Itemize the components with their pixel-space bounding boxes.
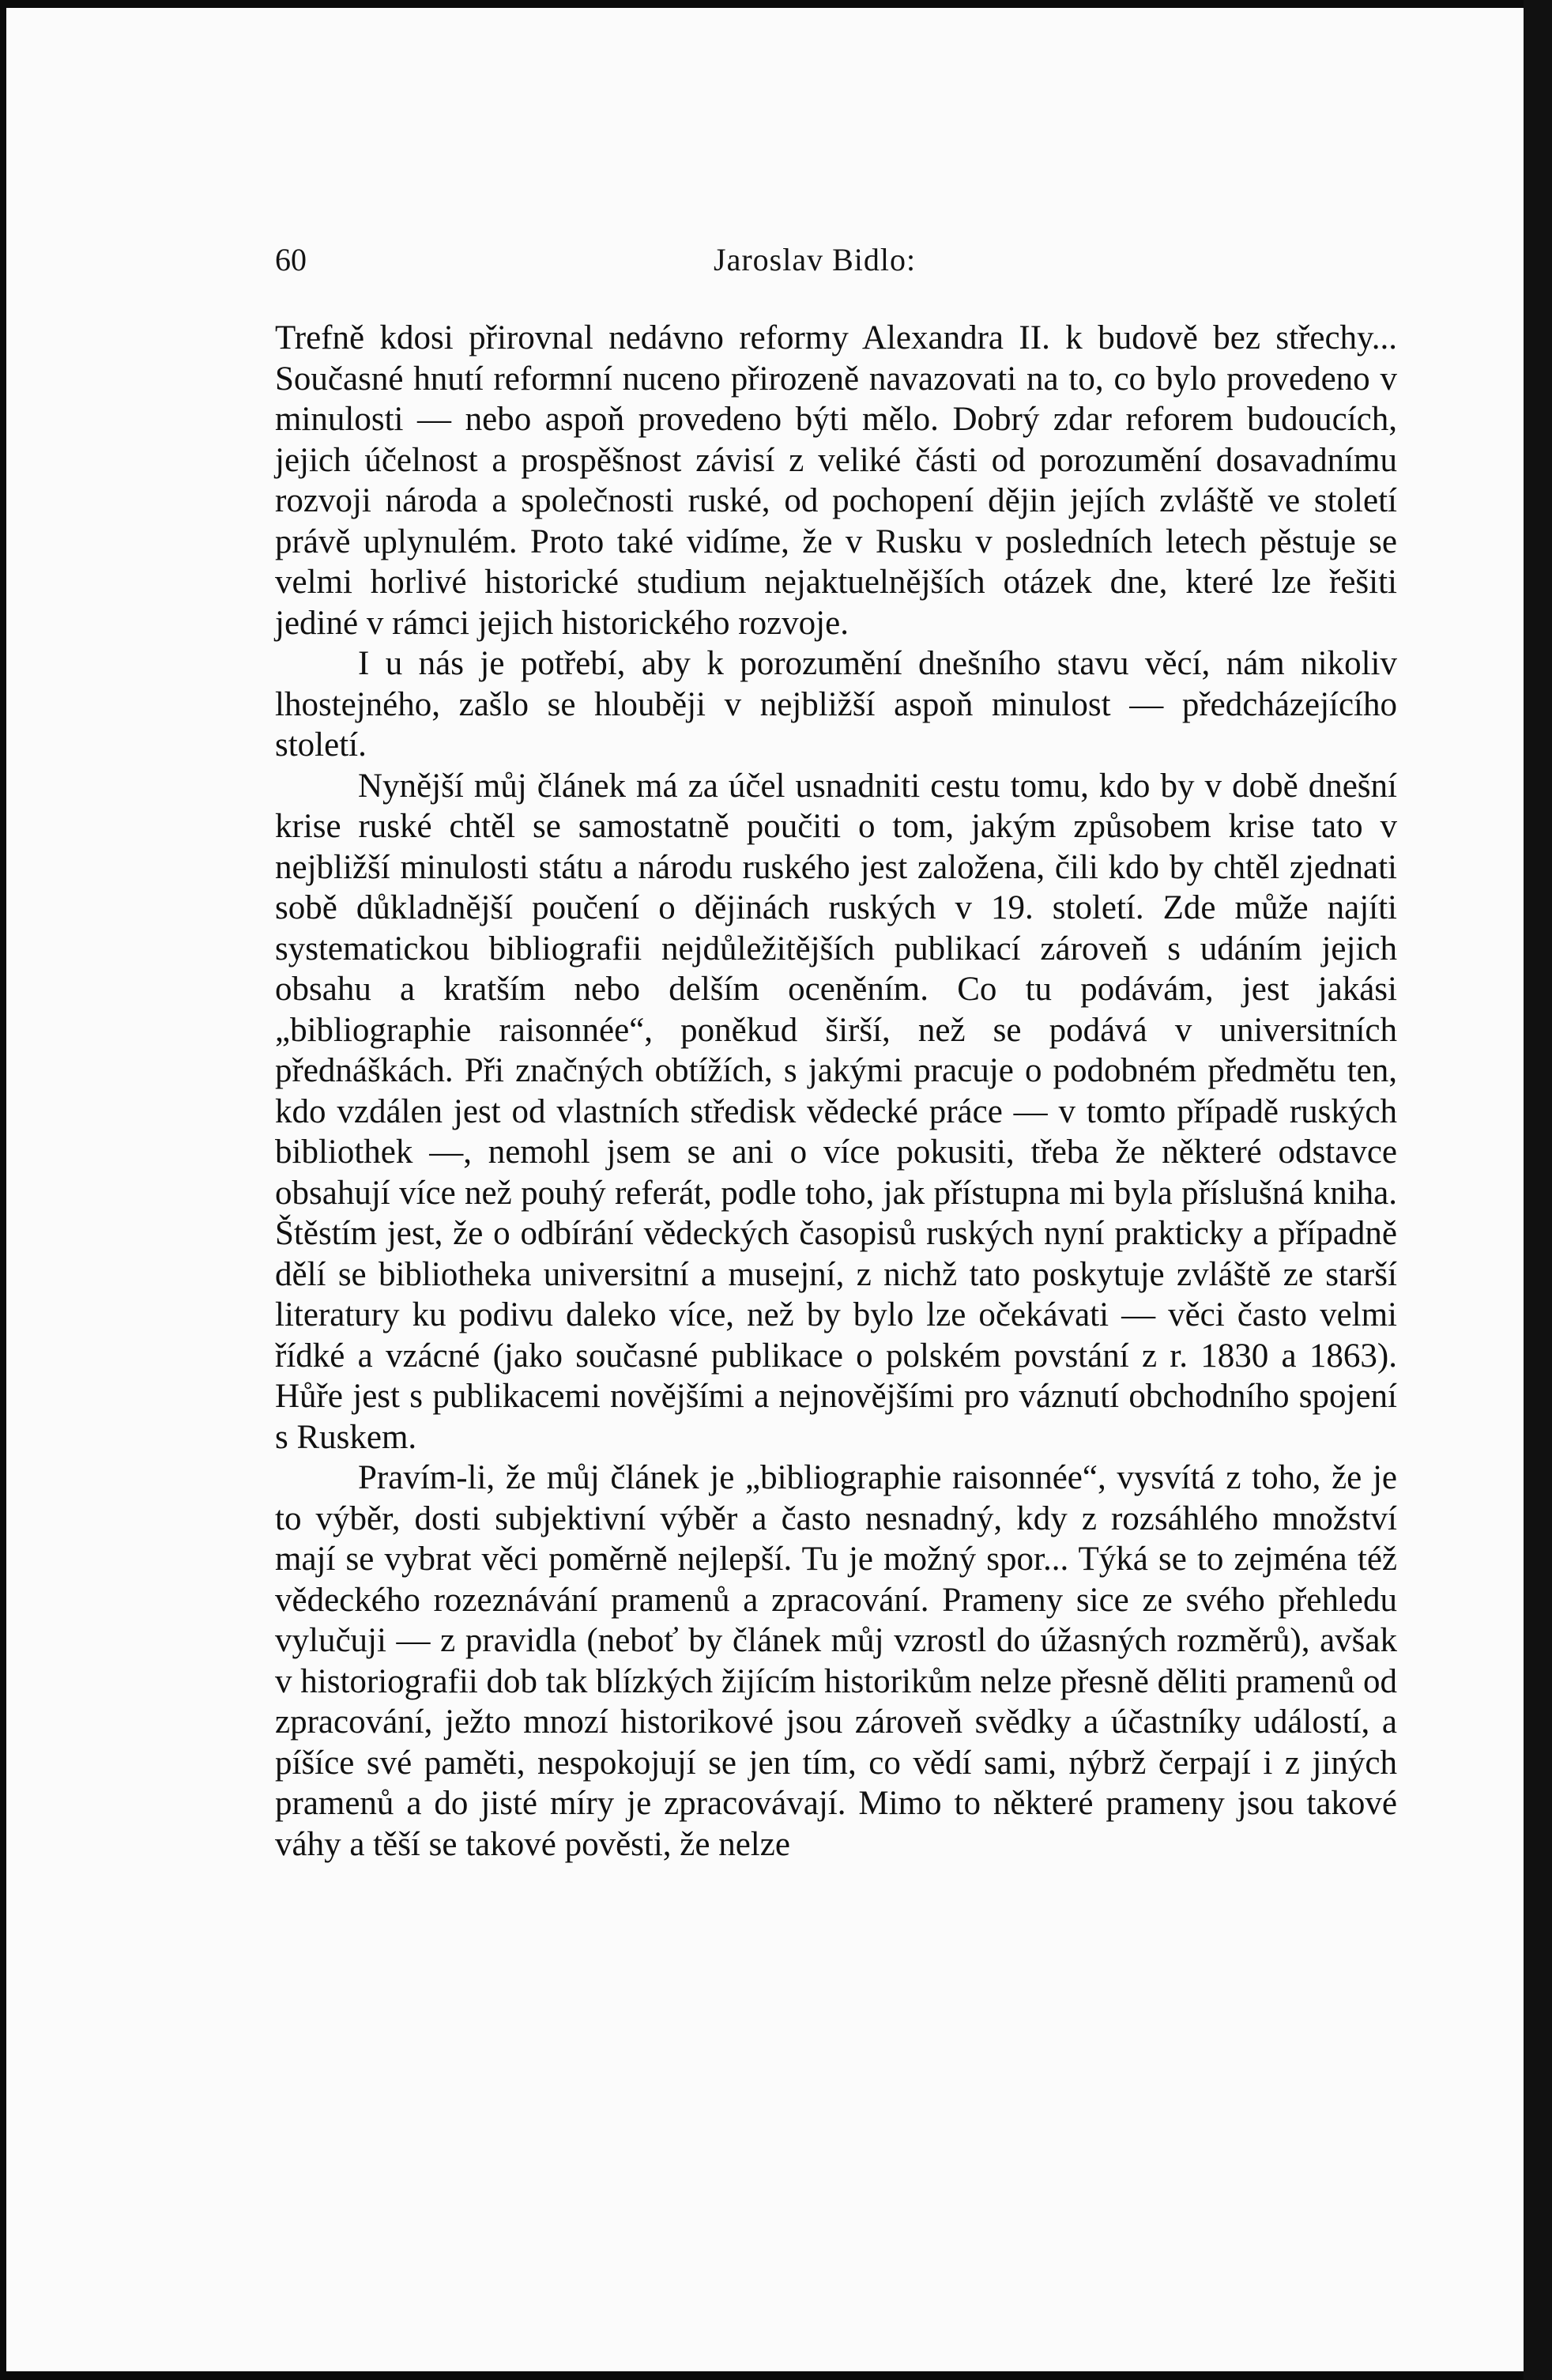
paragraph-reforms: Trefně kdosi přirovnal nedávno reformy Alexandra II. k budově bez střechy... Současné hnutí reformní nuceno přirozeně navazovati na to, co bylo provedeno v minulosti — nebo aspoň provedeno býti mělo. Dobrý zdar reforem budoucích, jejich účelnost a prospěšnost závisí z veliké části od porozumění dosavadnímu rozvoji národa a společnosti ruské, od pochopení dějin jejích zvláště ve století právě uplynulém. Proto také vidíme, že v Rusku v posledních letech pěstuje se velmi horlivé historické studium nejaktuelnějších otázek dne, které lze řešiti jediné v rámci jejich historického rozvoje. <box>275 319 1397 642</box>
paragraph-article-purpose: Nynější můj článek má za účel usnadniti cestu tomu, kdo by v době dnešní krise ruské chtěl se samostatně poučiti o tom, jakým způsobem krise tato v nejbližší minulosti státu a národu ruského jest založena, čili kdo by chtěl zjednati sobě důkladnější poučení o dějinách ruských v 19. století. Zde může najíti systematickou bibliografii nejdůležitějších publikací zároveň s udáním jejich obsahu a kratším nebo delším oceněním. Co tu podávám, jest jakási „bibliographie raisonnée“, poněkud širší, než se podává v universitních přednáškách. Při značných obtížích, s jakými pracuje o podobném předmětu ten, kdo vzdálen jest od vlastních středisk vědecké práce — v tomto případě ruských bibliothek —, nemohl jsem se ani o více pokusiti, třeba že některé odstavce obsahují více než pouhý referát, podle toho, jak přístupna mi byla příslušná kniha. Štěstím jest, že o odbírání vědeckých časopisů ruských nyní prakticky a případně dělí se bibliotheka universitní a musejní, z nichž tato poskytuje zvláště ze starší literatury ku podivu daleko více, než by bylo lze očekávati — věci často velmi řídké a vzácné (jako současné publikace o polském povstání z r. 1830 a 1863). Hůře jest s publikacemi novějšími a nejnovějšími pro váznutí obchodního spojení s Ruskem. <box>275 767 1397 1456</box>
running-title: Jaroslav Bidlo: <box>714 242 917 277</box>
paragraph-past-century: I u nás je potřebí, aby k porozumění dnešního stavu věcí, nám nikoliv lhostejného, zašlo se hlouběji v nejbližší aspoň minulost — předcházejícího století. <box>275 645 1397 764</box>
running-head <box>275 241 1397 289</box>
page-number: 60 <box>275 242 307 277</box>
scan-edge <box>1524 0 1552 2380</box>
text-body <box>275 318 1397 1865</box>
book-page <box>6 8 1524 2371</box>
paragraph-bibliographie-raisonnee: Pravím-li, že můj článek je „bibliographie raisonnée“, vysvítá z toho, že je to výběr, dosti subjektivní výběr a často nesnadný, kdy z rozsáhlého množství mají se vybrat věci poměrně nejlepší. Tu je možný spor... Týká se to zejména též vědeckého rozeznávání pramenů a zpracování. Prameny sice ze svého přehledu vylučuji — z pravidla (neboť by článek můj vzrostl do úžasných rozměrů), avšak v historiografii dob tak blízkých žijícím historikům nelze přesně děliti pramenů od zpracování, ježto mnozí historikové jsou zároveň svědky a účastníky událostí, a píšíce své paměti, nespokojují se jen tím, co vědí sami, nýbrž čerpají i z jiných pramenů a do jisté míry je zpracovávají. Mimo to některé prameny jsou takové váhy a těší se takové pověsti, že nelze <box>275 1459 1397 1863</box>
